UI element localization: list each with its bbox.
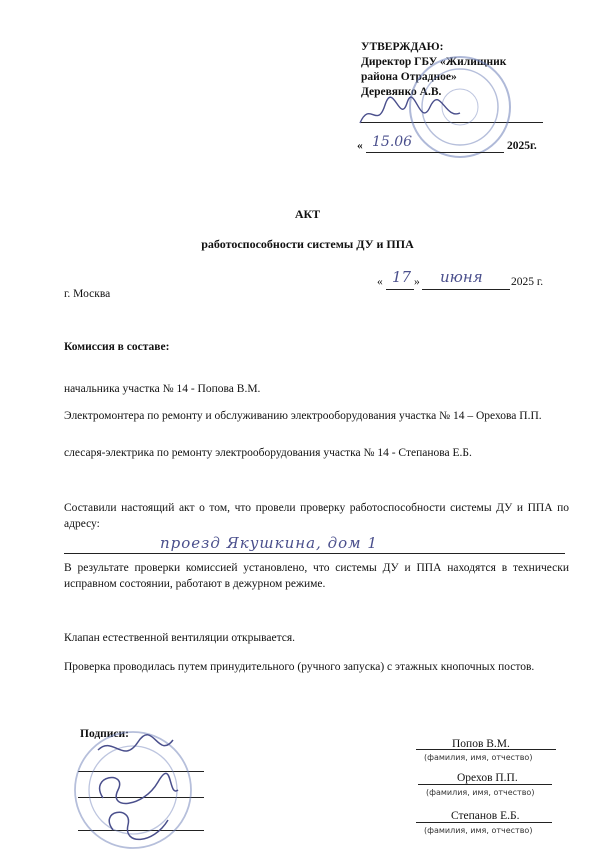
month-line [422, 289, 510, 290]
commission-stamp [58, 720, 208, 860]
document-title: АКТ [294, 207, 321, 221]
approval-line-1: Директор ГБУ «Жилищник [361, 56, 507, 68]
date-quote-open: « [377, 276, 383, 288]
commission-label: Комиссия в составе: [64, 341, 170, 353]
approval-signature-line [361, 122, 543, 123]
commission-member-1: начальника участка № 14 - Попова В.М. [64, 383, 261, 395]
act-result: В результате проверки комиссией установлено, что системы ДУ и ППА находятся в технически исправном состоянии, работают в дежурном режиме. [64, 562, 569, 590]
signatory-name-2: Орехов П.П. [457, 772, 518, 784]
commission-member-2: Электромонтера по ремонту и обслуживанию электрооборудования участка № 14 – Орехова П.П. [64, 410, 542, 422]
day-line [386, 289, 414, 290]
approval-line-2: района Отрадное» [361, 71, 457, 83]
signatory-hint-2: (фамилия, имя, отчество) [426, 788, 535, 797]
approval-date-open: « [357, 140, 363, 152]
approval-date-year: 2025г. [507, 140, 537, 152]
signature-line-3 [78, 830, 204, 831]
date-quote-close: » [414, 276, 420, 288]
approval-date-line [366, 152, 504, 153]
commission-member-3: слесаря-электрика по ремонту электрооборудования участка № 14 - Степанова Е.Б. [64, 447, 472, 459]
signatures-label: Подписи: [80, 728, 129, 740]
director-signature [355, 95, 465, 135]
approval-line-3: Деревянко А.В. [361, 86, 442, 98]
signatory-hint-3: (фамилия, имя, отчество) [424, 826, 533, 835]
address-handwritten: проезд Якушкина, дом 1 [160, 534, 378, 552]
document-subtitle: работоспособности системы ДУ и ППА [201, 237, 414, 251]
city: г. Москва [64, 288, 111, 300]
signatory-name-3: Степанов Е.Б. [451, 810, 520, 822]
signatory-hint-1: (фамилия, имя, отчество) [424, 753, 533, 762]
day-handwritten: 17 [392, 268, 412, 286]
year: 2025 г. [511, 276, 544, 288]
approval-title: УТВЕРЖДАЮ: [361, 41, 444, 53]
address-line [64, 553, 565, 554]
month-handwritten: июня [440, 268, 483, 286]
act-intro: Составили настоящий акт о том, что провели проверку работоспособности системы ДУ и ППА по адресу: [64, 502, 569, 530]
signatory-name-1: Попов В.М. [452, 738, 510, 750]
valve-statement: Клапан естественной вентиляции открывается. [64, 632, 296, 644]
approval-date-handwritten: 15.06 [372, 134, 413, 150]
name-line-3 [416, 822, 552, 823]
signature-line-1 [78, 771, 204, 772]
name-line-2 [418, 784, 552, 785]
signature-line-2 [78, 797, 204, 798]
test-method: Проверка проводилась путем принудительного (ручного запуска) с этажных кнопочных постов. [64, 661, 535, 673]
